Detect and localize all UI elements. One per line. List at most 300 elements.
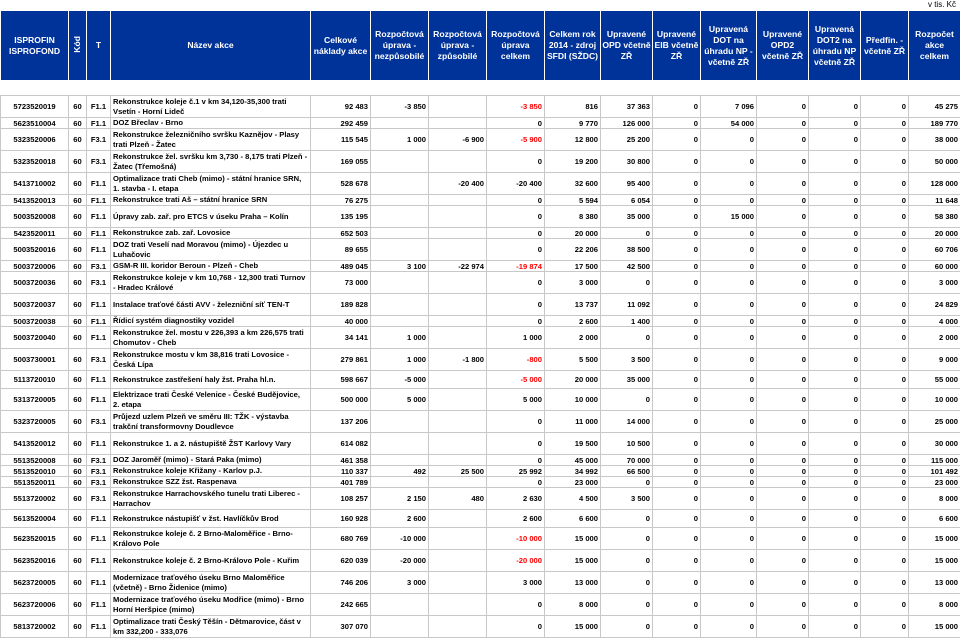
value-cell: 0 xyxy=(861,129,909,151)
kod-cell: 60 xyxy=(69,261,87,272)
value-cell: 4 500 xyxy=(545,488,601,510)
value-cell: -3 850 xyxy=(371,96,429,118)
col-header-rozp-zpusobile: Rozpočtová úprava - způsobilé xyxy=(429,11,487,81)
value-cell: 0 xyxy=(809,195,861,206)
t-cell: F1.1 xyxy=(87,371,111,389)
value-cell: 0 xyxy=(809,528,861,550)
col-header-predfin: Předfin. - včetně ZŘ xyxy=(861,11,909,81)
value-cell: 0 xyxy=(861,594,909,616)
value-cell: 0 xyxy=(601,572,653,594)
value-cell: 0 xyxy=(487,272,545,294)
value-cell: 95 400 xyxy=(601,173,653,195)
value-cell: 0 xyxy=(487,206,545,228)
value-cell: 0 xyxy=(757,327,809,349)
value-cell: 0 xyxy=(487,239,545,261)
value-cell: 680 769 xyxy=(311,528,371,550)
value-cell: 2 600 xyxy=(487,510,545,528)
value-cell: 0 xyxy=(809,389,861,411)
value-cell: 746 206 xyxy=(311,572,371,594)
value-cell: -10 000 xyxy=(487,528,545,550)
value-cell: 0 xyxy=(487,195,545,206)
table-row xyxy=(1,173,960,195)
value-cell xyxy=(371,294,429,316)
nazev-akce-cell: Rekonstrukce Harrachovského tunelu trati Liberec - Harrachov xyxy=(111,488,311,510)
value-cell: 0 xyxy=(653,510,701,528)
value-cell: 461 358 xyxy=(311,455,371,466)
value-cell: 54 000 xyxy=(701,118,757,129)
value-cell: 0 xyxy=(701,239,757,261)
value-cell: 0 xyxy=(601,228,653,239)
col-header-opd2: Upravené OPD2 včetně ZŘ xyxy=(757,11,809,81)
value-cell: 1 000 xyxy=(371,327,429,349)
isprofin-cell: 5003720038 xyxy=(1,316,69,327)
value-cell: 3 000 xyxy=(371,572,429,594)
isprofin-cell: 5113720010 xyxy=(1,371,69,389)
value-cell: 45 000 xyxy=(545,455,601,466)
value-cell: 492 xyxy=(371,466,429,477)
kod-cell: 60 xyxy=(69,488,87,510)
kod-cell: 60 xyxy=(69,195,87,206)
table-row xyxy=(1,433,960,455)
table-row xyxy=(1,371,960,389)
t-cell: F1.1 xyxy=(87,616,111,638)
value-cell xyxy=(371,477,429,488)
value-cell: -1 800 xyxy=(429,349,487,371)
isprofin-cell: 5513520011 xyxy=(1,477,69,488)
value-cell: 15 000 xyxy=(545,616,601,638)
value-cell: 13 000 xyxy=(545,572,601,594)
value-cell: 13 000 xyxy=(909,572,960,594)
nazev-akce-cell: Rekonstrukce nástupišť v žst. Havlíčkův Brod xyxy=(111,510,311,528)
value-cell: 0 xyxy=(653,96,701,118)
value-cell: 0 xyxy=(809,206,861,228)
col-header-rozpocet: Rozpočet akce celkem xyxy=(909,11,960,81)
value-cell: 0 xyxy=(861,316,909,327)
value-cell: 0 xyxy=(861,433,909,455)
value-cell: 17 500 xyxy=(545,261,601,272)
value-cell: 0 xyxy=(701,129,757,151)
value-cell: 0 xyxy=(757,96,809,118)
kod-cell: 60 xyxy=(69,118,87,129)
value-cell: -6 900 xyxy=(429,129,487,151)
value-cell xyxy=(371,594,429,616)
value-cell: 35 000 xyxy=(601,206,653,228)
value-cell: 5 500 xyxy=(545,349,601,371)
table-row xyxy=(1,228,960,239)
value-cell: 0 xyxy=(653,572,701,594)
value-cell: 13 737 xyxy=(545,294,601,316)
table-row xyxy=(1,316,960,327)
table-row xyxy=(1,195,960,206)
t-cell: F3.1 xyxy=(87,488,111,510)
kod-cell: 60 xyxy=(69,129,87,151)
value-cell: 0 xyxy=(757,151,809,173)
value-cell xyxy=(429,195,487,206)
value-cell xyxy=(429,616,487,638)
value-cell: 0 xyxy=(861,261,909,272)
value-cell: 0 xyxy=(861,239,909,261)
value-cell: 0 xyxy=(601,477,653,488)
nazev-akce-cell: Rekonstrukce 1. a 2. nástupiště ŽST Karlovy Vary xyxy=(111,433,311,455)
value-cell xyxy=(429,550,487,572)
kod-cell: 60 xyxy=(69,572,87,594)
value-cell: 0 xyxy=(757,173,809,195)
value-cell: 0 xyxy=(601,327,653,349)
value-cell: 6 600 xyxy=(909,510,960,528)
kod-cell: 60 xyxy=(69,96,87,118)
value-cell: 0 xyxy=(653,151,701,173)
t-cell: F1.1 xyxy=(87,228,111,239)
value-cell: 0 xyxy=(653,371,701,389)
table-row xyxy=(1,510,960,528)
value-cell: 0 xyxy=(653,272,701,294)
value-cell: 0 xyxy=(861,550,909,572)
nazev-akce-cell: Optimalizace trati Český Těšín - Dětmarovice, část v km 332,200 - 333,076 xyxy=(111,616,311,638)
nazev-akce-cell: Rekonstrukce koleje Křižany - Karlov p.J. xyxy=(111,466,311,477)
t-cell: F1.1 xyxy=(87,316,111,327)
value-cell: 23 000 xyxy=(909,477,960,488)
value-cell: 0 xyxy=(653,294,701,316)
nazev-akce-cell: Rekonstrukce žel. mostu v 226,393 a km 226,575 trati Chomutov - Cheb xyxy=(111,327,311,349)
value-cell: 0 xyxy=(487,228,545,239)
value-cell: 8 380 xyxy=(545,206,601,228)
value-cell xyxy=(429,528,487,550)
value-cell: 2 150 xyxy=(371,488,429,510)
value-cell: 0 xyxy=(809,371,861,389)
value-cell xyxy=(371,455,429,466)
value-cell: 0 xyxy=(757,528,809,550)
value-cell: 0 xyxy=(653,616,701,638)
table-row xyxy=(1,118,960,129)
kod-cell: 60 xyxy=(69,239,87,261)
isprofin-cell: 5003720036 xyxy=(1,272,69,294)
nazev-akce-cell: Optimalizace trati Cheb (mimo) - státní hranice SRN, 1. stavba - I. etapa xyxy=(111,173,311,195)
value-cell: -20 000 xyxy=(371,550,429,572)
value-cell: 0 xyxy=(757,129,809,151)
value-cell xyxy=(371,151,429,173)
t-cell: F1.1 xyxy=(87,594,111,616)
value-cell: 19 500 xyxy=(545,433,601,455)
value-cell: 22 206 xyxy=(545,239,601,261)
value-cell: 137 206 xyxy=(311,411,371,433)
value-cell: 10 500 xyxy=(601,433,653,455)
kod-cell: 60 xyxy=(69,466,87,477)
value-cell: 101 492 xyxy=(909,466,960,477)
value-cell xyxy=(429,206,487,228)
value-cell: 0 xyxy=(757,206,809,228)
value-cell: 126 000 xyxy=(601,118,653,129)
value-cell: 89 655 xyxy=(311,239,371,261)
value-cell: 0 xyxy=(653,433,701,455)
isprofin-cell: 5623720005 xyxy=(1,572,69,594)
value-cell: 0 xyxy=(701,528,757,550)
value-cell: 11 092 xyxy=(601,294,653,316)
nazev-akce-cell: Rekonstrukce zab. zař. Lovosice xyxy=(111,228,311,239)
value-cell: 92 483 xyxy=(311,96,371,118)
value-cell: 0 xyxy=(487,433,545,455)
value-cell: 0 xyxy=(653,411,701,433)
value-cell: 9 000 xyxy=(909,349,960,371)
value-cell: 169 055 xyxy=(311,151,371,173)
value-cell: 0 xyxy=(757,228,809,239)
value-cell: 115 545 xyxy=(311,129,371,151)
value-cell: 0 xyxy=(653,239,701,261)
value-cell: 23 000 xyxy=(545,477,601,488)
value-cell xyxy=(371,173,429,195)
value-cell: 480 xyxy=(429,488,487,510)
kod-cell: 60 xyxy=(69,477,87,488)
value-cell: 0 xyxy=(861,118,909,129)
value-cell: 0 xyxy=(653,528,701,550)
value-cell: 30 000 xyxy=(909,433,960,455)
value-cell: 0 xyxy=(757,316,809,327)
value-cell: 0 xyxy=(861,572,909,594)
value-cell: 0 xyxy=(653,195,701,206)
value-cell: 0 xyxy=(701,466,757,477)
value-cell: 0 xyxy=(757,195,809,206)
value-cell: 1 000 xyxy=(371,129,429,151)
value-cell: -5 000 xyxy=(487,371,545,389)
nazev-akce-cell: DOZ Jaroměř (mimo) - Stará Paka (mimo) xyxy=(111,455,311,466)
kod-cell: 60 xyxy=(69,294,87,316)
table-row xyxy=(1,96,960,118)
value-cell: 0 xyxy=(809,349,861,371)
value-cell: 0 xyxy=(861,272,909,294)
isprofin-cell: 5003520008 xyxy=(1,206,69,228)
value-cell xyxy=(371,411,429,433)
value-cell xyxy=(429,510,487,528)
value-cell: 10 000 xyxy=(909,389,960,411)
isprofin-cell: 5003720006 xyxy=(1,261,69,272)
value-cell: 0 xyxy=(861,616,909,638)
nazev-akce-cell: Elektrizace trati České Velenice - České Budějovice, 2. etapa xyxy=(111,389,311,411)
value-cell: 0 xyxy=(861,477,909,488)
nazev-akce-cell: Řídicí systém diagnostiky vozidel xyxy=(111,316,311,327)
value-cell: 14 000 xyxy=(601,411,653,433)
table-row xyxy=(1,261,960,272)
value-cell xyxy=(371,239,429,261)
value-cell: 108 257 xyxy=(311,488,371,510)
value-cell: 0 xyxy=(701,151,757,173)
value-cell: 0 xyxy=(809,455,861,466)
kod-cell: 60 xyxy=(69,455,87,466)
value-cell: 5 000 xyxy=(487,389,545,411)
nazev-akce-cell: Rekonstrukce zastřešení haly žst. Praha hl.n. xyxy=(111,371,311,389)
kod-cell: 60 xyxy=(69,433,87,455)
value-cell xyxy=(371,228,429,239)
value-cell: 0 xyxy=(861,294,909,316)
value-cell: 0 xyxy=(809,510,861,528)
value-cell: 40 000 xyxy=(311,316,371,327)
value-cell: 0 xyxy=(653,228,701,239)
value-cell: 307 070 xyxy=(311,616,371,638)
value-cell: 25 200 xyxy=(601,129,653,151)
value-cell xyxy=(371,316,429,327)
value-cell xyxy=(371,616,429,638)
value-cell: 15 000 xyxy=(545,550,601,572)
col-header-celkem-2014: Celkem rok 2014 - zdroj SFDI (SŽDC) xyxy=(545,11,601,81)
value-cell: 66 500 xyxy=(601,466,653,477)
col-header-eib: Upravené EIB včetně ZŘ xyxy=(653,11,701,81)
table-row xyxy=(1,572,960,594)
table-row xyxy=(1,616,960,638)
table-row xyxy=(1,488,960,510)
table-row xyxy=(1,594,960,616)
value-cell xyxy=(371,206,429,228)
value-cell: 279 861 xyxy=(311,349,371,371)
value-cell: 0 xyxy=(809,96,861,118)
value-cell: 0 xyxy=(809,550,861,572)
nazev-akce-cell: GSM-R III. koridor Beroun - Plzeň - Cheb xyxy=(111,261,311,272)
value-cell: 4 000 xyxy=(909,316,960,327)
t-cell: F1.1 xyxy=(87,510,111,528)
value-cell: 0 xyxy=(757,389,809,411)
value-cell xyxy=(429,151,487,173)
value-cell: 0 xyxy=(701,195,757,206)
value-cell: 1 400 xyxy=(601,316,653,327)
value-cell: 20 000 xyxy=(545,371,601,389)
value-cell: 0 xyxy=(601,616,653,638)
value-cell: 0 xyxy=(861,195,909,206)
table-row xyxy=(1,327,960,349)
t-cell: F3.1 xyxy=(87,349,111,371)
value-cell: 0 xyxy=(701,510,757,528)
table-row xyxy=(1,239,960,261)
t-cell: F1.1 xyxy=(87,433,111,455)
value-cell: 2 600 xyxy=(545,316,601,327)
value-cell: 0 xyxy=(757,477,809,488)
value-cell: 60 706 xyxy=(909,239,960,261)
value-cell: 50 000 xyxy=(909,151,960,173)
value-cell: 0 xyxy=(701,594,757,616)
nazev-akce-cell: Úpravy zab. zař. pro ETCS v úseku Praha – Kolín xyxy=(111,206,311,228)
value-cell: 0 xyxy=(809,239,861,261)
value-cell: 0 xyxy=(701,371,757,389)
value-cell: 0 xyxy=(809,616,861,638)
value-cell: 0 xyxy=(701,477,757,488)
value-cell: 0 xyxy=(757,488,809,510)
value-cell: 5 000 xyxy=(371,389,429,411)
value-cell: 15 000 xyxy=(909,550,960,572)
value-cell xyxy=(429,594,487,616)
kod-cell: 60 xyxy=(69,371,87,389)
value-cell: 0 xyxy=(487,616,545,638)
t-cell: F1.1 xyxy=(87,327,111,349)
value-cell xyxy=(429,294,487,316)
value-cell: 55 000 xyxy=(909,371,960,389)
value-cell: 0 xyxy=(601,528,653,550)
value-cell xyxy=(429,455,487,466)
value-cell: 0 xyxy=(809,129,861,151)
value-cell: 0 xyxy=(653,349,701,371)
isprofin-cell: 5813720002 xyxy=(1,616,69,638)
value-cell: 0 xyxy=(757,433,809,455)
isprofin-cell: 5003730001 xyxy=(1,349,69,371)
t-cell: F1.1 xyxy=(87,528,111,550)
value-cell: 0 xyxy=(653,261,701,272)
budget-table xyxy=(0,10,960,638)
col-header-isprofin: ISPROFIN ISPROFOND xyxy=(1,11,69,81)
kod-cell: 60 xyxy=(69,510,87,528)
table-row xyxy=(1,477,960,488)
value-cell: 0 xyxy=(809,594,861,616)
value-cell: 6 054 xyxy=(601,195,653,206)
value-cell: 0 xyxy=(701,261,757,272)
value-cell: 0 xyxy=(701,411,757,433)
value-cell: 3 500 xyxy=(601,488,653,510)
t-cell: F3.1 xyxy=(87,261,111,272)
kod-cell: 60 xyxy=(69,327,87,349)
value-cell: 0 xyxy=(809,228,861,239)
value-cell: 0 xyxy=(701,488,757,510)
t-cell: F3.1 xyxy=(87,477,111,488)
value-cell xyxy=(429,272,487,294)
nazev-akce-cell: Rekonstrukce SZZ žst. Raspenava xyxy=(111,477,311,488)
value-cell: 0 xyxy=(653,206,701,228)
value-cell: 0 xyxy=(653,455,701,466)
value-cell: 0 xyxy=(487,316,545,327)
col-header-celkove-naklady: Celkové náklady akce xyxy=(311,11,371,81)
value-cell xyxy=(429,411,487,433)
value-cell xyxy=(429,239,487,261)
value-cell: 6 600 xyxy=(545,510,601,528)
value-cell: 15 000 xyxy=(909,528,960,550)
value-cell: 34 992 xyxy=(545,466,601,477)
value-cell: 0 xyxy=(757,411,809,433)
col-header-kod: Kód xyxy=(69,11,87,81)
value-cell: 0 xyxy=(701,572,757,594)
value-cell: 598 667 xyxy=(311,371,371,389)
nazev-akce-cell: Modernizace traťového úseku Brno Maloměřice (včetně) - Brno Židenice (mimo) xyxy=(111,572,311,594)
value-cell: 12 800 xyxy=(545,129,601,151)
isprofin-cell: 5513520010 xyxy=(1,466,69,477)
value-cell: 3 100 xyxy=(371,261,429,272)
value-cell: -20 000 xyxy=(487,550,545,572)
nazev-akce-cell: Modernizace traťového úseku Modřice (mimo) - Brno Horní Heršpice (mimo) xyxy=(111,594,311,616)
table-row xyxy=(1,389,960,411)
nazev-akce-cell: Rekonstrukce mostu v km 38,816 trati Lovosice - Česká Lípa xyxy=(111,349,311,371)
value-cell: 0 xyxy=(757,510,809,528)
isprofin-cell: 5003720040 xyxy=(1,327,69,349)
isprofin-cell: 5413520012 xyxy=(1,433,69,455)
value-cell: 34 141 xyxy=(311,327,371,349)
value-cell: 0 xyxy=(757,466,809,477)
value-cell: 2 630 xyxy=(487,488,545,510)
nazev-akce-cell: Rekonstrukce koleje č.1 v km 34,120-35,300 trati Vsetín - Horní Lideč xyxy=(111,96,311,118)
value-cell: 0 xyxy=(701,316,757,327)
t-cell: F1.1 xyxy=(87,572,111,594)
value-cell: 0 xyxy=(653,316,701,327)
t-cell: F1.1 xyxy=(87,294,111,316)
value-cell: 0 xyxy=(653,477,701,488)
value-cell: 3 000 xyxy=(545,272,601,294)
value-cell: 0 xyxy=(701,550,757,572)
value-cell: 0 xyxy=(809,488,861,510)
t-cell: F3.1 xyxy=(87,151,111,173)
isprofin-cell: 5003520016 xyxy=(1,239,69,261)
value-cell: 0 xyxy=(757,349,809,371)
value-cell: 189 828 xyxy=(311,294,371,316)
col-header-rozp-nezpusobile: Rozpočtová úprava - nezpůsobilé xyxy=(371,11,429,81)
table-row xyxy=(1,411,960,433)
value-cell: 5 594 xyxy=(545,195,601,206)
isprofin-cell: 5513520008 xyxy=(1,455,69,466)
value-cell xyxy=(371,195,429,206)
value-cell: 1 000 xyxy=(371,349,429,371)
table-row xyxy=(1,206,960,228)
value-cell: 9 770 xyxy=(545,118,601,129)
value-cell: 76 275 xyxy=(311,195,371,206)
